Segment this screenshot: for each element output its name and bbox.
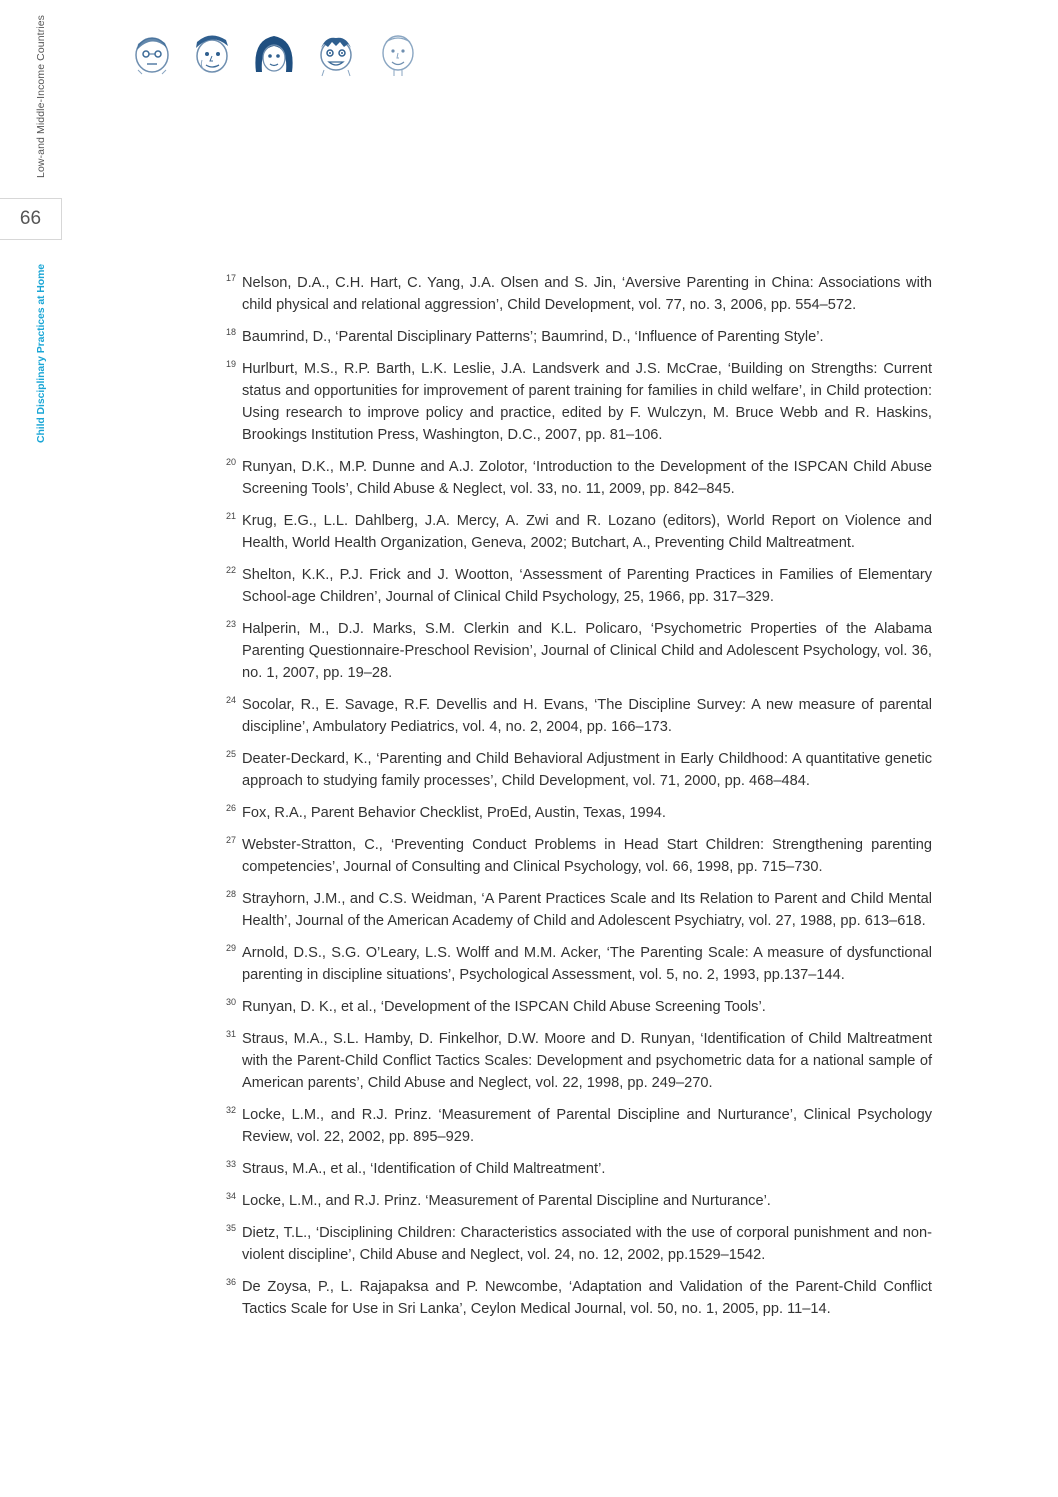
report-title: Child Disciplinary Practices at Home [35,263,47,443]
footnote [226,1276,932,1320]
footnote [226,1190,932,1212]
footnote-number: 17 [226,273,237,283]
footnote-number: 21 [226,511,237,521]
footnote [226,1028,932,1094]
footnote-number: 33 [226,1159,237,1169]
footnote [226,802,932,824]
footnote-text: Runyan, D. K., et al., ‘Development of the ISPCAN Child Abuse Screening Tools’. [242,999,766,1015]
footnote [226,834,932,878]
footnote-number: 27 [226,835,237,845]
footnote [226,942,932,986]
footnote-number: 25 [226,749,237,759]
footnote-number: 19 [226,359,237,369]
footnote-text: Webster-Stratton, C., ‘Preventing Conduct Problems in Head Start Children: Strengthening parenting competencies’, Journal of Consulting and Clinical Psychology, vol. 66, 1998, pp. 715–730. [242,837,932,875]
footnote-text: Hurlburt, M.S., R.P. Barth, L.K. Leslie, J.A. Landsverk and J.S. McCrae, ‘Building on Strengths: Current status and opportunities for improvement of parent training for families in child welfare’, in Child protection: Using research to improve policy and practice, edited by F. Wulczyn, M. Bruce Webb and R. Haskins, Brookings Institution Press, Washington, D.C., 2007, pp. 81–106. [242,361,932,443]
footnote-number: 31 [226,1029,237,1039]
child-face-drawing-4-icon [312,30,360,78]
footnote-number: 20 [226,457,237,467]
child-face-drawing-2-icon [188,30,236,78]
footnote-text: Deater-Deckard, K., ‘Parenting and Child Behavioral Adjustment in Early Childhood: A quantitative genetic approach to studying family processes’, Child Development, vol. 71, 2000, pp. 468–484. [242,751,932,789]
footnote [226,1104,932,1148]
running-header-series [20,14,60,180]
footnote-text: Fox, R.A., Parent Behavior Checklist, ProEd, Austin, Texas, 1994. [242,805,666,821]
footnote [226,618,932,684]
footnote-text: Dietz, T.L., ‘Disciplining Children: Characteristics associated with the use of corporal punishment and non-violent discipline’, Child Abuse and Neglect, vol. 24, no. 12, 2002, pp.1529–1542. [242,1225,932,1263]
footnote-number: 22 [226,565,237,575]
footnote-text: Straus, M.A., S.L. Hamby, D. Finkelhor, D.W. Moore and D. Runyan, ‘Identification of Child Maltreatment with the Parent-Child Conflict Tactics Scales: Development and psychometric data for a national sample of American parents’, Child Abuse and Neglect, vol. 22, 1998, pp. 249–270. [242,1031,932,1091]
running-header-title [20,258,60,448]
child-face-drawing-3-icon [250,30,298,78]
footnote-number: 26 [226,803,237,813]
footnote-number: 32 [226,1105,237,1115]
footnote [226,888,932,932]
footnote-number: 24 [226,695,237,705]
child-face-drawing-5-icon [374,30,422,78]
page-number: 66 [19,208,42,229]
footnote-text: Locke, L.M., and R.J. Prinz. ‘Measurement of Parental Discipline and Nurturance’, Clinical Psychology Review, vol. 22, 2002, pp. 895–929. [242,1107,932,1145]
footnote-number: 35 [226,1223,237,1233]
footnote-number: 23 [226,619,237,629]
footnote-text: Runyan, D.K., M.P. Dunne and A.J. Zolotor, ‘Introduction to the Development of the ISPCAN Child Abuse Screening Tools’, Child Abuse & Neglect, vol. 33, no. 11, 2009, pp. 842–845. [242,459,932,497]
footnote [226,326,932,348]
footnote [226,510,932,554]
page-number-box [0,198,62,240]
footnote [226,456,932,500]
footnote-text: Baumrind, D., ‘Parental Disciplinary Patterns’; Baumrind, D., ‘Influence of Parenting Style’. [242,329,824,345]
footnote [226,564,932,608]
footnotes-list [226,272,932,1330]
footnote [226,694,932,738]
footnote-number: 30 [226,997,237,1007]
footnote-text: Straus, M.A., et al., ‘Identification of Child Maltreatment’. [242,1161,606,1177]
footnote-text: De Zoysa, P., L. Rajapaksa and P. Newcombe, ‘Adaptation and Validation of the Parent-Child Conflict Tactics Scale for Use in Sri Lanka’, Ceylon Medical Journal, vol. 50, no. 1, 2005, pp. 11–14. [242,1279,932,1317]
footnote-text: Krug, E.G., L.L. Dahlberg, J.A. Mercy, A. Zwi and R. Lozano (editors), World Report on Violence and Health, World Health Organization, Geneva, 2002; Butchart, A., Preventing Child Maltreatment. [242,513,932,551]
footnote-text: Arnold, D.S., S.G. O’Leary, L.S. Wolff and M.M. Acker, ‘The Parenting Scale: A measure of dysfunctional parenting in discipline situations’, Psychological Assessment, vol. 5, no. 2, 1993, pp.137–144. [242,945,932,983]
footnote [226,748,932,792]
footnote [226,358,932,446]
footnote-text: Halperin, M., D.J. Marks, S.M. Clerkin and K.L. Policaro, ‘Psychometric Properties of the Alabama Parenting Questionnaire-Preschool Revision’, Journal of Clinical Child and Adolescent Psychology, vol. 36, no. 1, 2007, pp. 19–28. [242,621,932,681]
footnote [226,1158,932,1180]
footnote-text: Strayhorn, J.M., and C.S. Weidman, ‘A Parent Practices Scale and Its Relation to Parent and Child Mental Health’, Journal of the American Academy of Child and Adolescent Psychiatry, vol. 27, 1988, pp. 613–618. [242,891,932,929]
child-face-drawing-1-icon [128,30,176,78]
footnote [226,1222,932,1266]
footnote-text: Nelson, D.A., C.H. Hart, C. Yang, J.A. Olsen and S. Jin, ‘Aversive Parenting in China: Associations with child physical and relational aggression’, Child Development, vol. 77, no. 3, 2006, pp. 554–572. [242,275,932,313]
series-title: Low-and Middle-Income Countries [35,14,47,178]
footnote [226,996,932,1018]
footnote-text: Socolar, R., E. Savage, R.F. Devellis and H. Evans, ‘The Discipline Survey: A new measure of parental discipline’, Ambulatory Pediatrics, vol. 4, no. 2, 2004, pp. 166–173. [242,697,932,735]
header-illustrations [128,30,428,80]
footnote [226,272,932,316]
footnote-text: Shelton, K.K., P.J. Frick and J. Wootton, ‘Assessment of Parenting Practices in Families of Elementary School-age Children’, Journal of Clinical Child Psychology, 25, 1966, pp. 317–329. [242,567,932,605]
footnote-number: 29 [226,943,237,953]
footnote-number: 18 [226,327,237,337]
footnote-number: 34 [226,1191,237,1201]
footnote-number: 28 [226,889,237,899]
footnote-text: Locke, L.M., and R.J. Prinz. ‘Measurement of Parental Discipline and Nurturance’. [242,1193,771,1209]
footnote-number: 36 [226,1277,237,1287]
